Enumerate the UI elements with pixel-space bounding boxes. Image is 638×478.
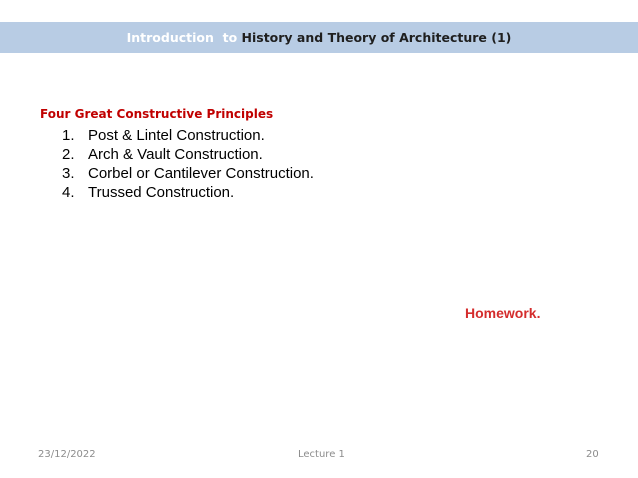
section-heading: Four Great Constructive Principles	[40, 107, 274, 121]
list-item	[62, 183, 314, 202]
list-item	[62, 164, 314, 183]
list-item-number: 2.	[62, 146, 75, 163]
list-item-number: 1.	[62, 127, 75, 144]
list-item-number: 3.	[62, 165, 75, 182]
principles-list	[62, 126, 314, 202]
footer-page-number: 20	[586, 449, 599, 460]
list-item-text: Arch & Vault Construction.	[88, 146, 263, 163]
homework-note: Homework.	[465, 305, 541, 321]
list-item	[62, 145, 314, 164]
list-item-text: Corbel or Cantilever Construction.	[88, 165, 314, 182]
list-item-text: Trussed Construction.	[88, 184, 235, 201]
list-item-number: 4.	[62, 184, 75, 201]
footer-lecture: Lecture 1	[298, 449, 345, 460]
footer-date: 23/12/2022	[38, 449, 96, 460]
list-item	[62, 126, 314, 145]
header-title-intro: Introduction to	[126, 30, 242, 45]
slide-header	[0, 22, 638, 53]
header-title-main: History and Theory of Architecture (1)	[241, 30, 512, 45]
list-item-text: Post & Lintel Construction.	[88, 127, 265, 144]
